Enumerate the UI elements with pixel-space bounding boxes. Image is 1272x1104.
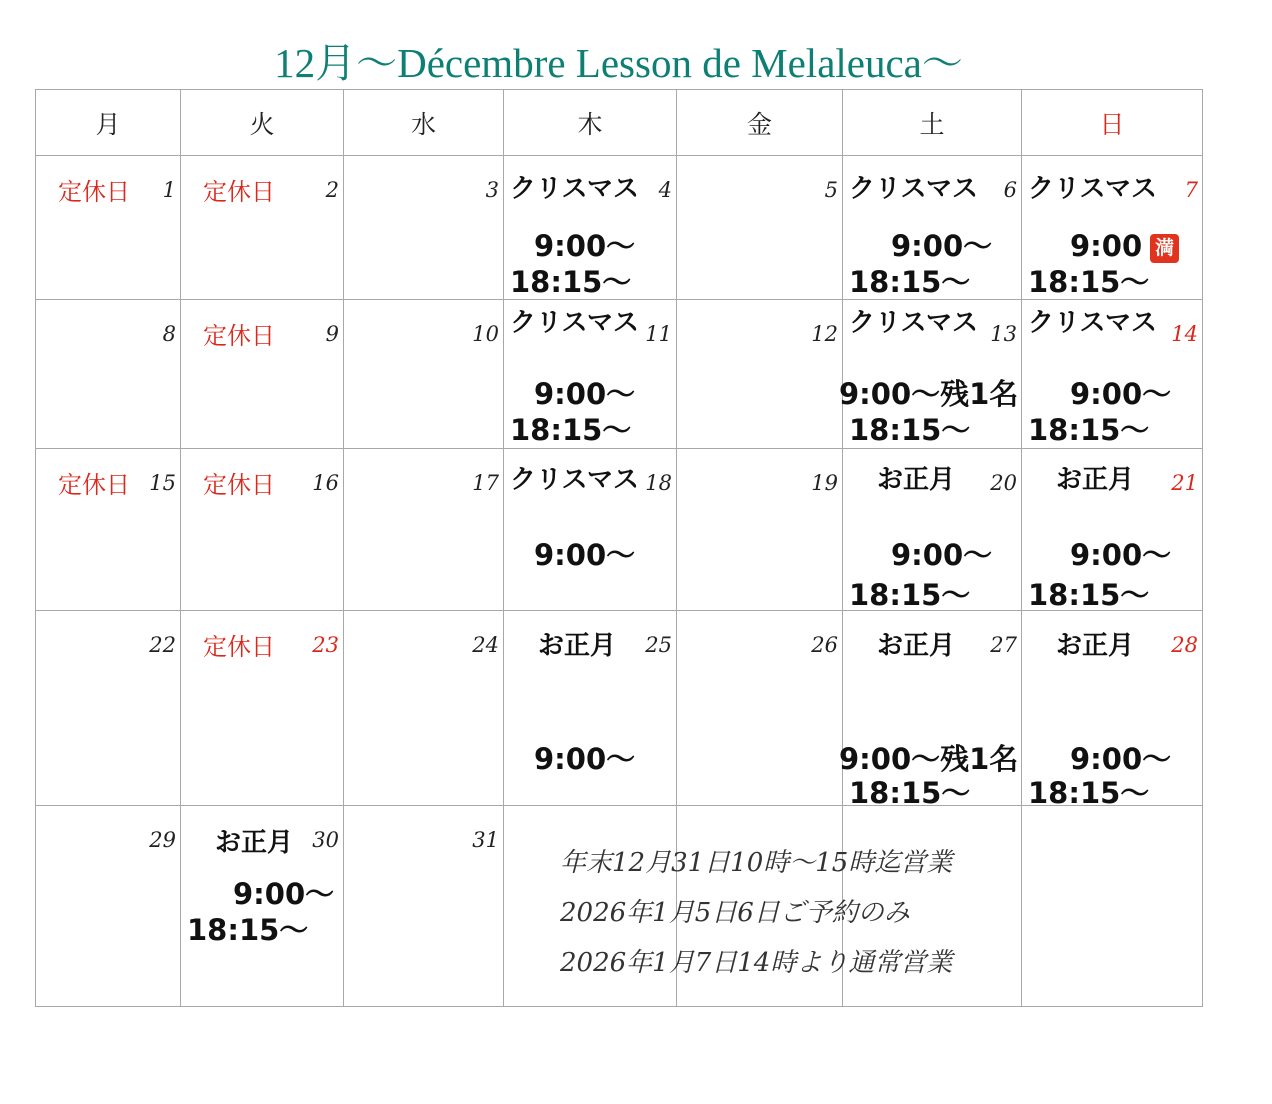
day-cell[interactable] [839,611,1022,810]
evening-slot [849,577,970,613]
event-label: クリスマス [510,308,639,338]
event-label: お正月 [215,828,294,858]
event-label: お正月 [1056,465,1135,495]
day-cell[interactable] [181,156,344,300]
slot-time: 9:00〜 [1070,538,1172,572]
closed-day-label: 定休日 [58,178,130,206]
day-number: 24 [472,633,499,657]
slot-time: 9:00〜 [534,377,636,411]
day-number: 3 [485,178,499,202]
day-cell[interactable] [504,156,677,300]
weekday-mon: 月 [36,90,181,156]
day-number: 14 [1171,322,1198,346]
day-cell[interactable] [344,300,504,449]
slot-time: 9:00〜 [534,742,636,776]
morning-slot [1070,741,1171,777]
year-end-notice [560,838,952,988]
day-number: 7 [1184,178,1198,202]
evening-slot [510,412,631,448]
slot-time: 18:15〜 [849,578,971,612]
slot-time: 9:00〜 [534,229,636,263]
day-number: 27 [990,633,1017,657]
day-cell[interactable] [1022,449,1203,611]
day-cell[interactable] [843,156,1022,300]
day-number: 30 [312,828,339,852]
day-number: 22 [149,633,176,657]
slot-time: 9:00〜 [891,229,993,263]
day-number: 4 [658,178,672,202]
day-number: 31 [472,828,499,852]
day-cell[interactable] [677,449,843,611]
evening-slot [1028,264,1149,300]
day-number: 29 [149,828,176,852]
event-label: お正月 [877,631,956,661]
day-cell[interactable] [36,806,181,1007]
day-cell[interactable] [504,611,677,806]
slot-time: 18:15〜 [1028,413,1150,447]
day-cell[interactable] [344,156,504,300]
day-number: 6 [1003,178,1017,202]
day-number: 26 [811,633,838,657]
evening-slot [510,264,631,300]
slot-time: 18:15〜 [1028,776,1150,810]
slot-time: 18:15〜 [1028,265,1150,299]
evening-slot [849,264,970,300]
slot-time: 18:15〜 [510,265,632,299]
weekday-tue: 火 [181,90,344,156]
slot-time: 9:00〜 [1070,742,1172,776]
slot-time: 18:15〜 [187,913,309,947]
fully-booked-badge: 満 [1150,234,1179,263]
week-row [36,300,1203,449]
notice-line: 2026年1月7日14時より通常営業 [560,948,953,978]
event-label: クリスマス [849,308,978,338]
day-number: 13 [990,322,1017,346]
day-cell[interactable] [677,300,843,449]
event-label: クリスマス [1028,308,1157,338]
slot-time: 9:00〜残1名 [839,377,1019,411]
day-cell[interactable] [677,156,843,300]
day-cell[interactable] [181,806,344,1007]
weekday-sun: 日 [1022,90,1203,156]
day-cell[interactable] [344,449,504,611]
day-number: 21 [1171,471,1198,495]
weekday-thu: 木 [504,90,677,156]
closed-day-label: 定休日 [203,633,275,661]
evening-slot [1028,577,1149,613]
morning-slot [1070,228,1179,264]
day-number: 17 [472,471,499,495]
weekday-wed: 水 [344,90,504,156]
morning-slot [891,228,992,264]
weekday-sat: 土 [843,90,1022,156]
day-number: 1 [162,178,176,202]
slot-time: 9:00〜残1名 [839,742,1019,776]
notice-line: 年末12月31日10時〜15時迄営業 [560,848,953,878]
week-row [36,156,1203,300]
day-cell[interactable] [677,611,843,806]
notice-line: 2026年1月5日6日ご予約のみ [560,898,910,928]
slot-time: 18:15〜 [1028,578,1150,612]
slot-time: 18:15〜 [849,265,971,299]
closed-day-label: 定休日 [58,471,130,499]
day-cell[interactable] [344,611,504,806]
slot-time: 18:15〜 [510,413,632,447]
morning-slot [534,741,635,777]
event-label: お正月 [538,631,617,661]
day-cell[interactable] [1022,156,1203,300]
morning-slot [534,537,635,573]
day-number: 25 [645,633,672,657]
day-cell[interactable] [1022,300,1203,449]
day-cell[interactable] [1022,806,1203,1007]
slot-time: 18:15〜 [849,776,971,810]
evening-slot [1028,412,1149,448]
morning-slot [534,228,635,264]
evening-slot [187,912,308,948]
evening-slot [849,412,970,448]
day-cell[interactable] [181,611,344,806]
event-label: クリスマス [849,174,978,204]
day-cell[interactable] [504,449,677,611]
slot-time: 9:00〜 [233,877,335,911]
morning-slot [839,741,1018,777]
weekday-fri: 金 [677,90,843,156]
day-number: 5 [824,178,838,202]
day-cell[interactable] [839,300,1022,449]
event-label: お正月 [1056,631,1135,661]
day-number: 10 [472,322,499,346]
day-number: 28 [1171,633,1198,657]
event-label: クリスマス [510,465,639,495]
slot-time: 9:00〜 [1070,377,1172,411]
morning-slot [233,876,334,912]
day-number: 19 [811,471,838,495]
morning-slot [839,376,1018,412]
day-number: 18 [645,471,672,495]
closed-day-label: 定休日 [203,471,275,499]
event-label: クリスマス [510,174,639,204]
slot-time: 18:15〜 [849,413,971,447]
day-cell[interactable] [843,449,1022,611]
week-row [36,611,1203,806]
morning-slot [891,537,992,573]
day-number: 15 [149,471,176,495]
day-cell[interactable] [36,300,181,449]
slot-time: 9:00〜 [891,538,993,572]
day-number: 12 [811,322,838,346]
day-number: 20 [990,471,1017,495]
day-number: 16 [312,471,339,495]
morning-slot [1070,537,1171,573]
day-number: 9 [325,322,339,346]
day-cell[interactable] [36,611,181,806]
day-cell[interactable] [344,806,504,1007]
day-number: 11 [645,322,672,346]
slot-time: 9:00〜 [534,538,636,572]
day-number: 23 [312,633,339,657]
page-title: 12月〜Décembre Lesson de Melaleuca〜 [274,40,963,86]
event-label: お正月 [877,465,956,495]
day-cell[interactable] [36,156,181,300]
week-row [36,449,1203,611]
day-cell[interactable] [1022,611,1203,810]
day-cell[interactable] [181,449,344,611]
closed-day-label: 定休日 [203,178,275,206]
day-number: 2 [325,178,339,202]
event-label: クリスマス [1028,174,1157,204]
weekday-header-row [36,90,1203,156]
day-cell[interactable] [36,449,181,611]
morning-slot [1070,376,1171,412]
day-number: 8 [162,322,176,346]
closed-day-label: 定休日 [203,322,275,350]
day-cell[interactable] [504,300,677,449]
day-cell[interactable] [181,300,344,449]
slot-time: 9:00 [1070,229,1143,263]
morning-slot [534,376,635,412]
